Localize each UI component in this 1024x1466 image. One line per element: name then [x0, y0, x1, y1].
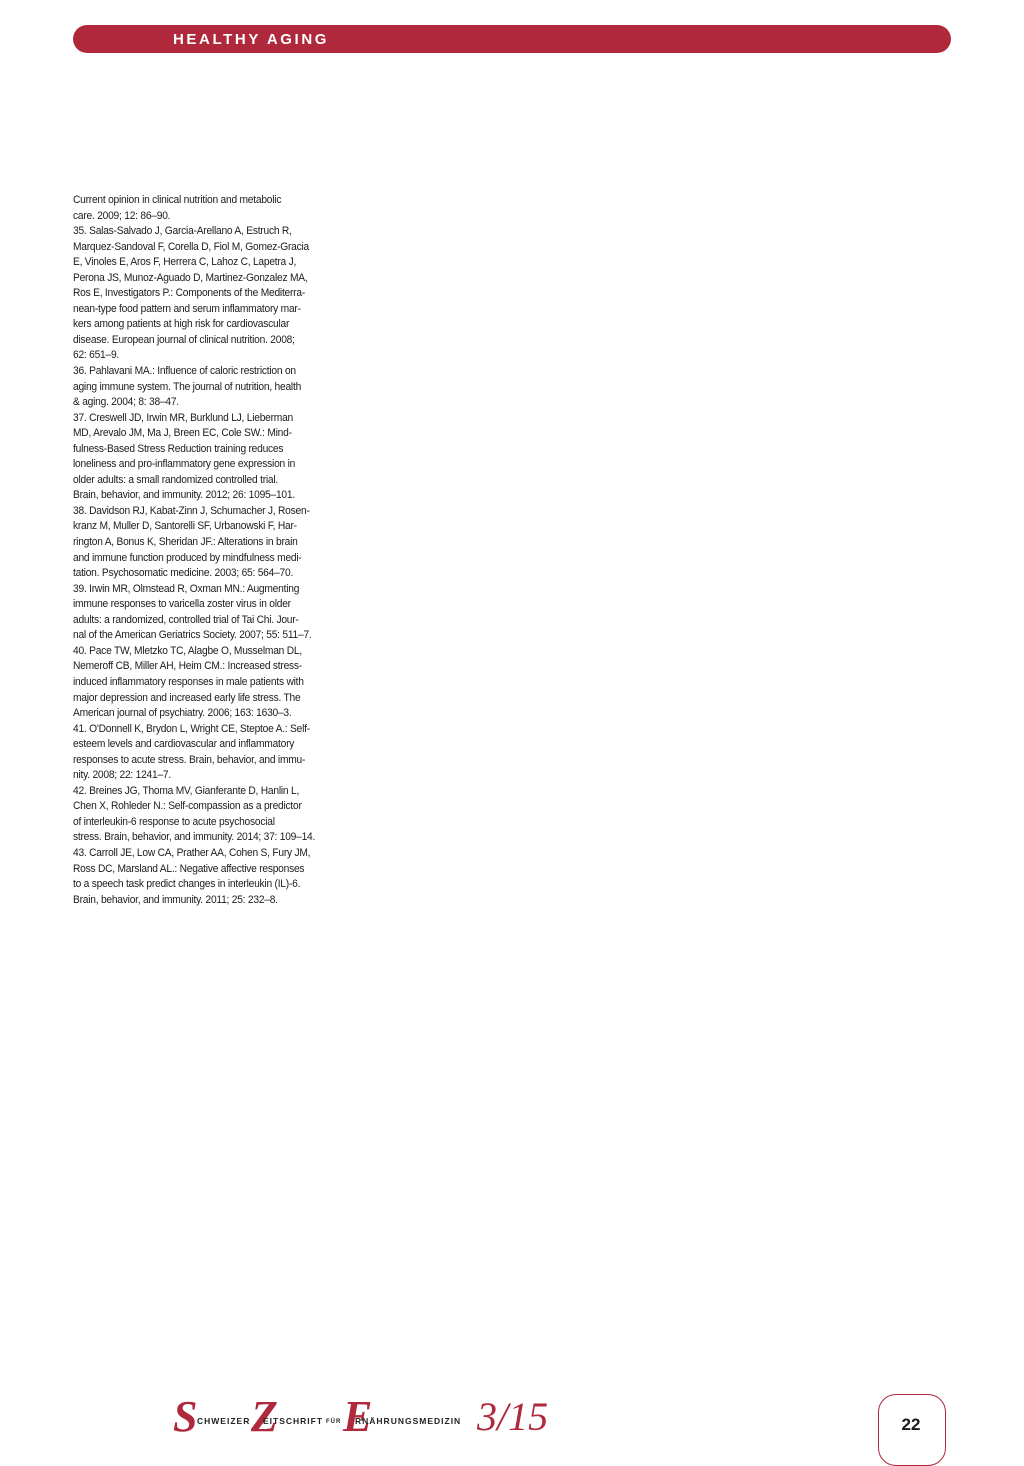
reference-line: Current opinion in clinical nutrition and metabolic	[73, 194, 282, 206]
reference-line: Ross DC, Marsland AL.: Negative affective responses	[73, 862, 305, 875]
reference-line: disease. European journal of clinical nutrition. 2008;	[73, 333, 295, 346]
reference-line: nity. 2008; 22: 1241–7.	[73, 769, 171, 782]
reference-line: Perona JS, Munoz-Aguado D, Martinez-Gonzalez MA,	[73, 271, 308, 284]
journal-initial-z: Z	[251, 1392, 278, 1441]
reference-line: of interleukin-6 response to acute psychosocial	[73, 815, 275, 828]
reference-line: immune responses to varicella zoster virus in older	[73, 598, 291, 611]
journal-initial-e: E	[343, 1392, 373, 1441]
issue-number: 3/15	[477, 1394, 549, 1439]
page-number-tab	[878, 1394, 946, 1466]
reference-line: & aging. 2004; 8: 38–47.	[73, 396, 179, 409]
reference-line: Nemeroff CB, Miller AH, Heim CM.: Increased stress-	[73, 660, 302, 673]
reference-line: 41. O'Donnell K, Brydon L, Wright CE, Steptoe A.: Self-	[73, 722, 310, 735]
reference-line: 36. Pahlavani MA.: Influence of caloric restriction on	[73, 365, 296, 378]
reference-line: 43. Carroll JE, Low CA, Prather AA, Cohen S, Fury JM,	[73, 846, 311, 859]
reference-line: 40. Pace TW, Mletzko TC, Alagbe O, Musselman DL,	[73, 644, 302, 657]
journal-title	[173, 1392, 733, 1442]
journal-word-fuer: FÜR	[326, 1419, 342, 1425]
reference-line: responses to acute stress. Brain, behavior, and immu-	[73, 753, 306, 766]
journal-word-schweizer: CHWEIZER	[197, 1416, 251, 1426]
section-header-bar	[73, 25, 951, 53]
reference-line: nean-type food pattern and serum inflammatory mar-	[73, 302, 301, 315]
reference-line: fulness-Based Stress Reduction training reduces	[73, 442, 284, 455]
reference-line: induced inflammatory responses in male patients with	[73, 675, 304, 688]
reference-line: older adults: a small randomized controlled trial.	[73, 473, 279, 486]
reference-line: 42. Breines JG, Thoma MV, Gianferante D, Hanlin L,	[73, 784, 300, 797]
reference-line: 39. Irwin MR, Olmstead R, Oxman MN.: Augmenting	[73, 582, 300, 595]
reference-line: kers among patients at high risk for cardiovascular	[73, 318, 290, 331]
reference-line: Ros E, Investigators P.: Components of the Mediterra-	[73, 287, 305, 300]
reference-line: nal of the American Geriatrics Society. 2007; 55: 511–7.	[73, 629, 312, 642]
reference-line: 35. Salas-Salvado J, Garcia-Arellano A, Estruch R,	[73, 225, 292, 238]
journal-word-ernaehrungsmedizin: RNÄHRUNGSMEDIZIN	[355, 1416, 462, 1426]
reference-line: care. 2009; 12: 86–90.	[73, 209, 171, 222]
reference-line: adults: a randomized, controlled trial of Tai Chi. Jour-	[73, 613, 299, 626]
reference-line: E, Vinoles E, Aros F, Herrera C, Lahoz C, Lapetra J,	[73, 256, 297, 269]
section-title: HEALTHY AGING	[173, 31, 330, 48]
reference-list	[73, 193, 337, 908]
reference-line: stress. Brain, behavior, and immunity. 2014; 37: 109–14.	[73, 831, 316, 844]
page-number: 22	[901, 1415, 921, 1434]
reference-line: esteem levels and cardiovascular and inflammatory	[73, 738, 295, 751]
reference-line: Marquez-Sandoval F, Corella D, Fiol M, Gomez-Gracia	[73, 240, 310, 253]
reference-line: aging immune system. The journal of nutrition, health	[73, 380, 302, 393]
reference-line: rington A, Bonus K, Sheridan JF.: Alterations in brain	[73, 536, 298, 549]
journal-word-zeitschrift: EITSCHRIFT	[263, 1416, 324, 1426]
reference-line: kranz M, Muller D, Santorelli SF, Urbanowski F, Har-	[73, 520, 297, 533]
reference-line: Chen X, Rohleder N.: Self-compassion as a predictor	[73, 800, 302, 813]
reference-line: loneliness and pro-inflammatory gene expression in	[73, 458, 296, 471]
reference-line: MD, Arevalo JM, Ma J, Breen EC, Cole SW.: Mind-	[73, 427, 292, 440]
reference-line: Brain, behavior, and immunity. 2011; 25: 232–8.	[73, 893, 278, 906]
reference-line: tation. Psychosomatic medicine. 2003; 65: 564–70.	[73, 567, 294, 580]
reference-line: 62: 651–9.	[73, 349, 120, 362]
reference-line: major depression and increased early life stress. The	[73, 691, 301, 704]
reference-line: 37. Creswell JD, Irwin MR, Burklund LJ, Lieberman	[73, 411, 294, 424]
journal-initial-s: S	[173, 1392, 198, 1441]
reference-line: 38. Davidson RJ, Kabat-Zinn J, Schumacher J, Rosen-	[73, 504, 310, 517]
reference-line: Brain, behavior, and immunity. 2012; 26: 1095–101.	[73, 489, 295, 502]
reference-line: and immune function produced by mindfulness medi-	[73, 551, 302, 564]
reference-line: to a speech task predict changes in interleukin (IL)-6.	[73, 878, 301, 891]
reference-line: American journal of psychiatry. 2006; 163: 1630–3.	[73, 707, 292, 720]
